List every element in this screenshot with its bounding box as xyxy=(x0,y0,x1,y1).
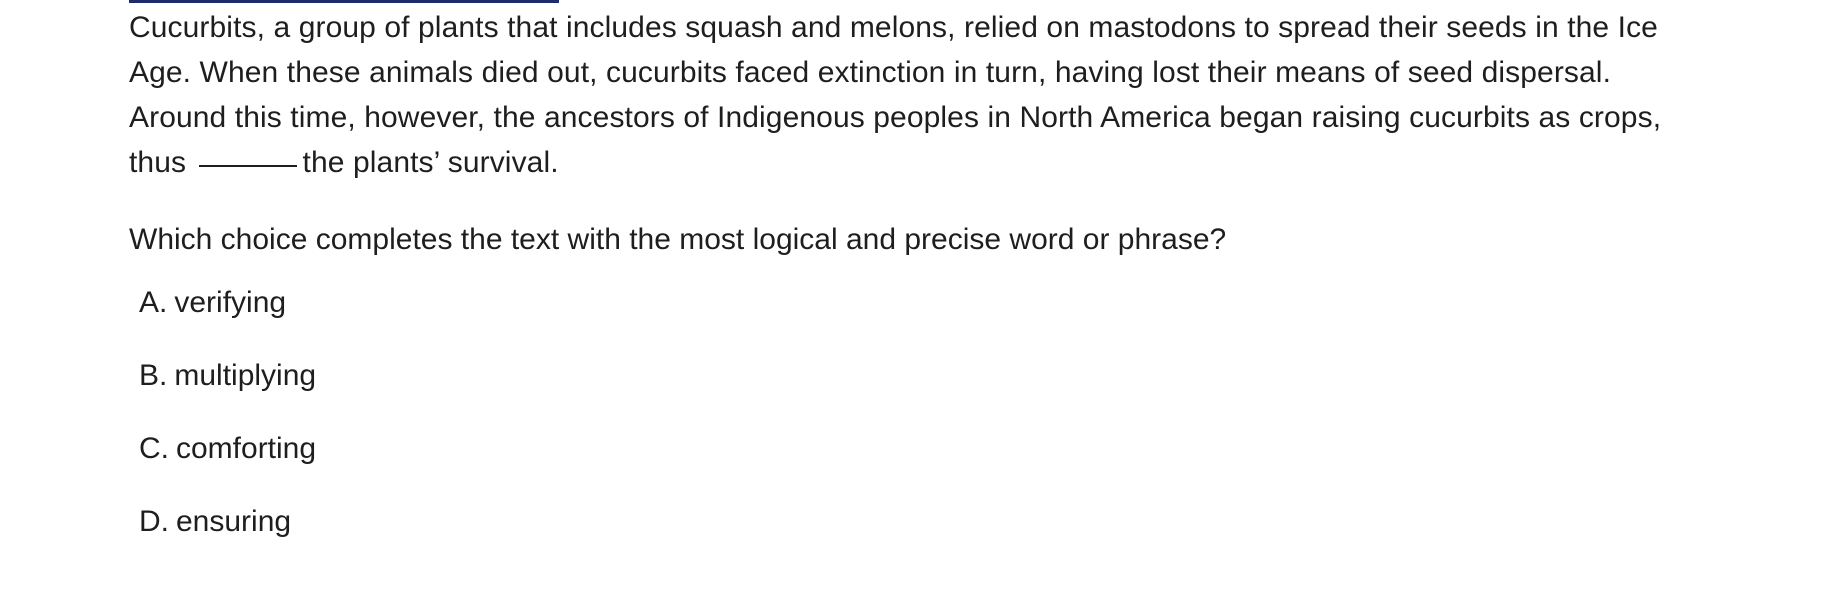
answer-choices xyxy=(129,280,1709,544)
question-block xyxy=(129,0,1709,572)
choice-c[interactable] xyxy=(129,426,1709,471)
choice-b[interactable] xyxy=(129,353,1709,398)
choice-letter: A. xyxy=(139,286,168,319)
question-prompt: Which choice completes the text with the most logical and precise word or phrase? xyxy=(129,223,1227,256)
choice-d[interactable] xyxy=(129,499,1709,544)
passage-text xyxy=(129,0,1709,185)
choice-text: ensuring xyxy=(176,505,292,538)
choice-a[interactable] xyxy=(129,280,1709,325)
choice-letter: D. xyxy=(139,505,169,538)
passage-after-blank: the plants’ survival. xyxy=(302,146,559,179)
choice-text: verifying xyxy=(174,286,287,319)
choice-text: multiplying xyxy=(174,359,317,392)
choice-text: comforting xyxy=(176,432,317,465)
choice-letter: C. xyxy=(139,432,169,465)
choice-letter: B. xyxy=(139,359,168,392)
passage-before-blank: Cucurbits, a group of plants that includes squash and melons, relied on mastodons to spread their seeds in the Ice Age. When these animals died out, cucurbits faced extinction in turn, having lost their means of seed dispersal. Around this time, however, the ancestors of Indigenous peoples in North America began raising cucurbits as crops, thus xyxy=(129,11,1662,179)
fill-in-blank xyxy=(199,137,297,167)
